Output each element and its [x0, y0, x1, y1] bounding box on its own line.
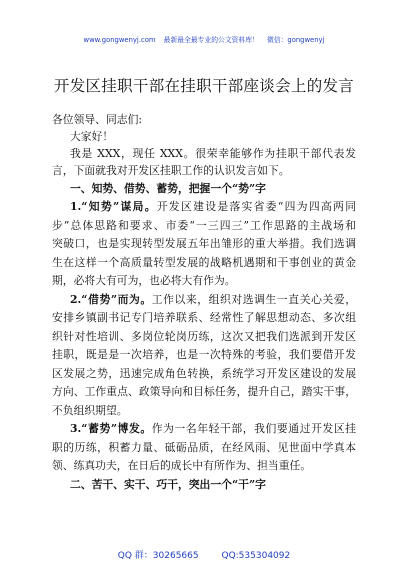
- paragraph-line: 期，必将大有可为，也必将大有作为。: [52, 274, 236, 287]
- paragraph-line: [70, 293, 356, 307]
- item-label: 2.“借势”而为。: [70, 293, 152, 306]
- document-title: 开发区挂职干部在挂职干部座谈会上的发言: [53, 77, 355, 95]
- site-slogan: 最新最全最专业的公文资料库！: [163, 36, 259, 44]
- qq-number: QQ:535304092: [221, 551, 291, 561]
- item-label: 1.“知势”谋局。: [70, 200, 157, 213]
- paragraph-line: [70, 422, 356, 436]
- site-banner: [0, 34, 408, 44]
- section-heading-2: 二、苦干、实干、巧干，突出一个“干”字: [70, 478, 266, 491]
- paragraph-line: 方向、工作重点、政策导向和目标任务，提升自己，踏实干事，: [52, 385, 356, 398]
- site-url[interactable]: www.gongwenyj.com: [83, 36, 156, 44]
- paragraph-line: 织针对性培训、多岗位轮岗历练，这次又把我们选派到开发区: [52, 330, 356, 343]
- paragraph-line: 挂职，既是是一次培养，也是一次特殊的考验，我们要借开发: [52, 348, 356, 361]
- item-text: 开发区建设是落实省委“四为四高两同: [156, 200, 356, 213]
- contact-footer: [0, 548, 408, 561]
- wechat-id: 微信：gongwenyj: [267, 36, 325, 44]
- paragraph-line: 安排乡镇副书记专门培养联系、经常性了解思想动态、多次组: [52, 311, 356, 324]
- item-text: 作为一名年轻干部，我们要通过开发区挂: [151, 422, 357, 435]
- paragraph-line: 区发展之势，迅速完成角色转换，系统学习开发区建设的发展: [52, 367, 356, 380]
- greeting: 大家好！: [70, 130, 114, 143]
- item-text: 工作以来，组织对选调生一直关心关爱，: [151, 293, 357, 306]
- section-heading-1: 一、知势、借势、蓄势，把握一个“势”字: [70, 182, 266, 195]
- intro-line: 我是 XXX，现任 XXX。很荣幸能够作为挂职干部代表发: [70, 147, 356, 160]
- paragraph-line: 突破口，也是实现转型发展五年出雏形的重大举措。我们选调: [52, 237, 356, 250]
- paragraph-line: 不负组织期望。: [52, 404, 128, 417]
- paragraph-line: 领、练真功夫，在日后的成长中有所作为、担当重任。: [52, 459, 312, 472]
- qq-group: QQ 群：30265665: [117, 551, 199, 561]
- paragraph-line: [70, 200, 356, 214]
- paragraph-line: 生在这样一个高质量转型发展的战略机遇期和干事创业的黄金: [52, 256, 356, 269]
- salutation: 各位领导、同志们:: [52, 113, 143, 126]
- intro-line: 言，下面就我对开发区挂职工作的认识发言如下。: [52, 164, 290, 177]
- paragraph-line: 步”总体思路和要求、市委“一三四三”工作思路的主战场和: [52, 219, 356, 232]
- paragraph-line: 职的历练，积蓄力量、砥砺品质，在经风雨、见世面中学真本: [52, 441, 356, 454]
- item-label: 3.“蓄势”博发。: [70, 422, 152, 435]
